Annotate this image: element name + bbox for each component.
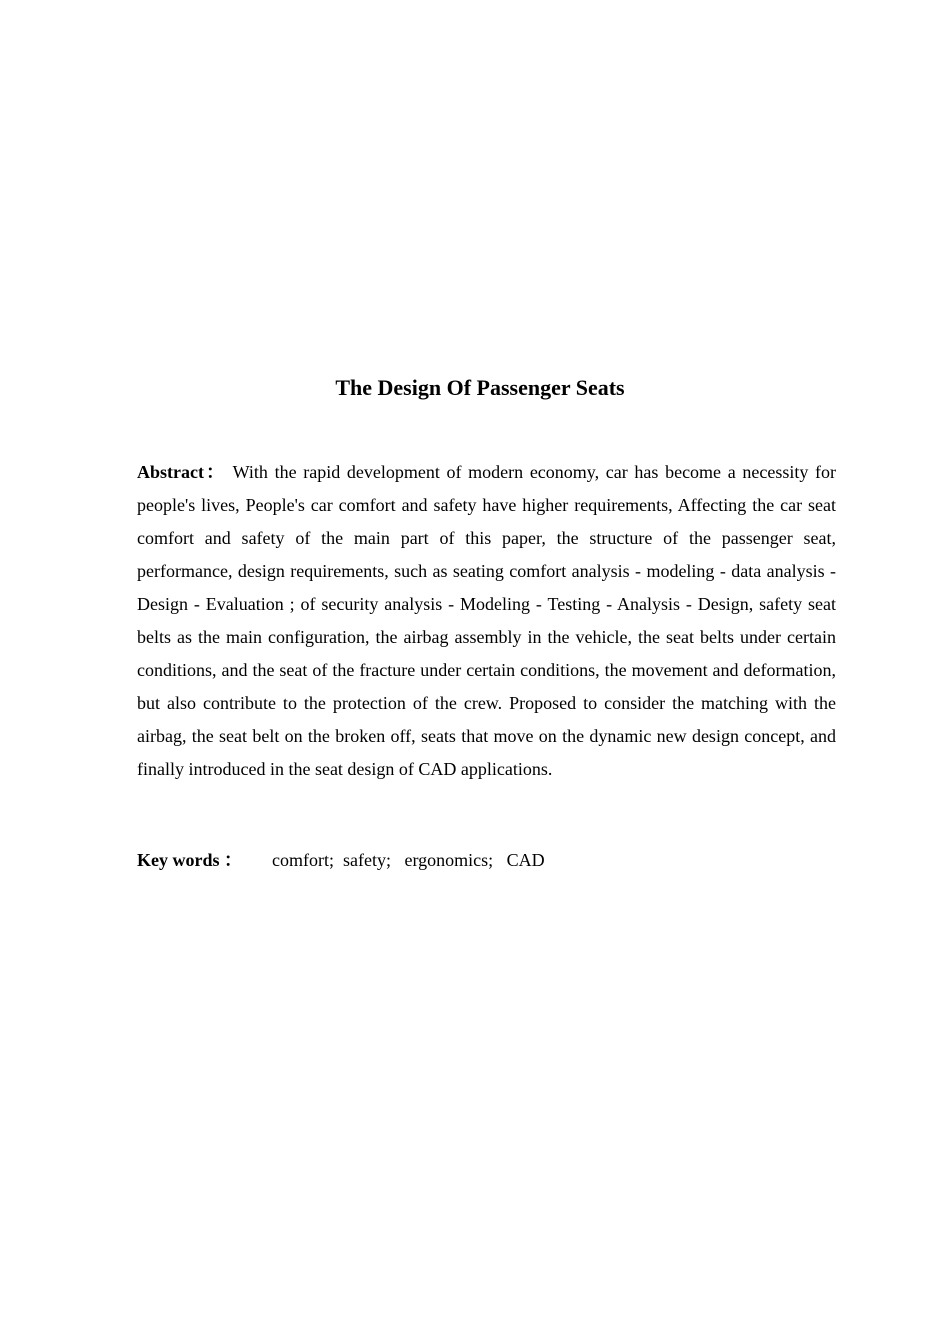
abstract-paragraph [137,456,836,786]
keywords-line [137,845,836,875]
document-title: The Design Of Passenger Seats [335,375,625,400]
abstract-label: Abstract： [137,462,227,482]
abstract-text: With the rapid development of modern economy, car has become a necessity for people's lives, People's car comfort and safety have higher requirements, Affecting the car seat comfort and safety of the main part of this paper, the structure of the passenger seat, performance, design requirements, such as seating comfort analysis - modeling - data analysis - Design - Evaluation ; of security analysis - Modeling - Testing - Analysis - Design, safety seat belts as the main configuration, the airbag assembly in the vehicle, the seat belts under certain conditions, and the seat of the fracture under certain conditions, the movement and deformation, but also contribute to the protection of the crew. Proposed to consider the matching with the airbag, the seat belt on the broken off, seats that move on the dynamic new design concept, and finally introduced in the seat design of CAD applications. [137,462,836,779]
keywords-label: Key words ： [137,850,242,870]
keywords-values: comfort; safety; ergonomics; CAD [272,850,545,870]
